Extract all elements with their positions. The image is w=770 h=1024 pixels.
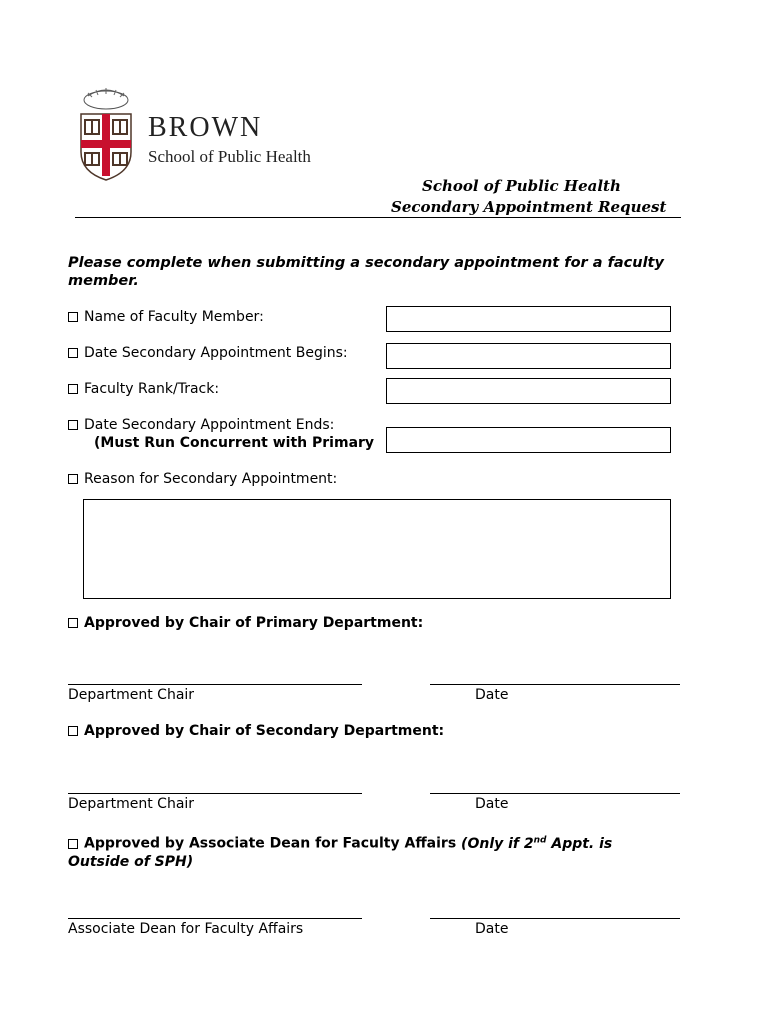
begin-date-input[interactable] [386, 343, 671, 369]
form-title-line1: School of Public Health [422, 177, 621, 195]
signature-line[interactable] [68, 918, 362, 919]
field-label-reason: Reason for Secondary Appointment: [68, 471, 337, 487]
faculty-name-input[interactable] [386, 306, 671, 332]
signature-label: Associate Dean for Faculty Affairs [68, 921, 304, 937]
approval-secondary-title: Approved by Chair of Secondary Department: [68, 723, 444, 739]
checkbox-icon[interactable] [68, 474, 78, 484]
brown-shield-icon [78, 86, 134, 182]
date-label: Date [475, 921, 509, 937]
signature-line[interactable] [68, 684, 362, 685]
checkbox-icon[interactable] [68, 726, 78, 736]
checkbox-icon[interactable] [68, 420, 78, 430]
checkbox-icon[interactable] [68, 618, 78, 628]
approval-primary-title: Approved by Chair of Primary Department: [68, 615, 423, 631]
header-divider [75, 217, 681, 218]
field-label-name: Name of Faculty Member: [68, 309, 264, 325]
reason-textarea[interactable] [83, 499, 671, 599]
checkbox-icon[interactable] [68, 312, 78, 322]
checkbox-icon[interactable] [68, 384, 78, 394]
checkbox-icon[interactable] [68, 839, 78, 849]
date-label: Date [475, 796, 509, 812]
field-label-rank: Faculty Rank/Track: [68, 381, 219, 397]
brown-logo [78, 86, 338, 186]
form-title-line2: Secondary Appointment Request [391, 198, 667, 216]
rank-track-input[interactable] [386, 378, 671, 404]
signature-label: Department Chair [68, 687, 195, 703]
approval-dean-title: Approved by Associate Dean for Faculty Affairs (Only if 2nd Appt. is Outside of SPH) [68, 835, 613, 870]
field-label-end-date: Date Secondary Appointment Ends: [68, 417, 334, 433]
signature-line[interactable] [68, 793, 362, 794]
checkbox-icon[interactable] [68, 348, 78, 358]
date-line[interactable] [430, 684, 680, 685]
signature-label: Department Chair [68, 796, 195, 812]
logo-subtitle: School of Public Health [148, 147, 311, 166]
date-line[interactable] [430, 793, 680, 794]
end-date-input[interactable] [386, 427, 671, 453]
intro-text: Please complete when submitting a secondary appointment for a faculty member. [68, 255, 664, 289]
logo-name: BROWN [148, 112, 263, 143]
date-label: Date [475, 687, 509, 703]
date-line[interactable] [430, 918, 680, 919]
end-date-note: (Must Run Concurrent with Primary [94, 435, 375, 451]
field-label-begin-date: Date Secondary Appointment Begins: [68, 345, 348, 361]
